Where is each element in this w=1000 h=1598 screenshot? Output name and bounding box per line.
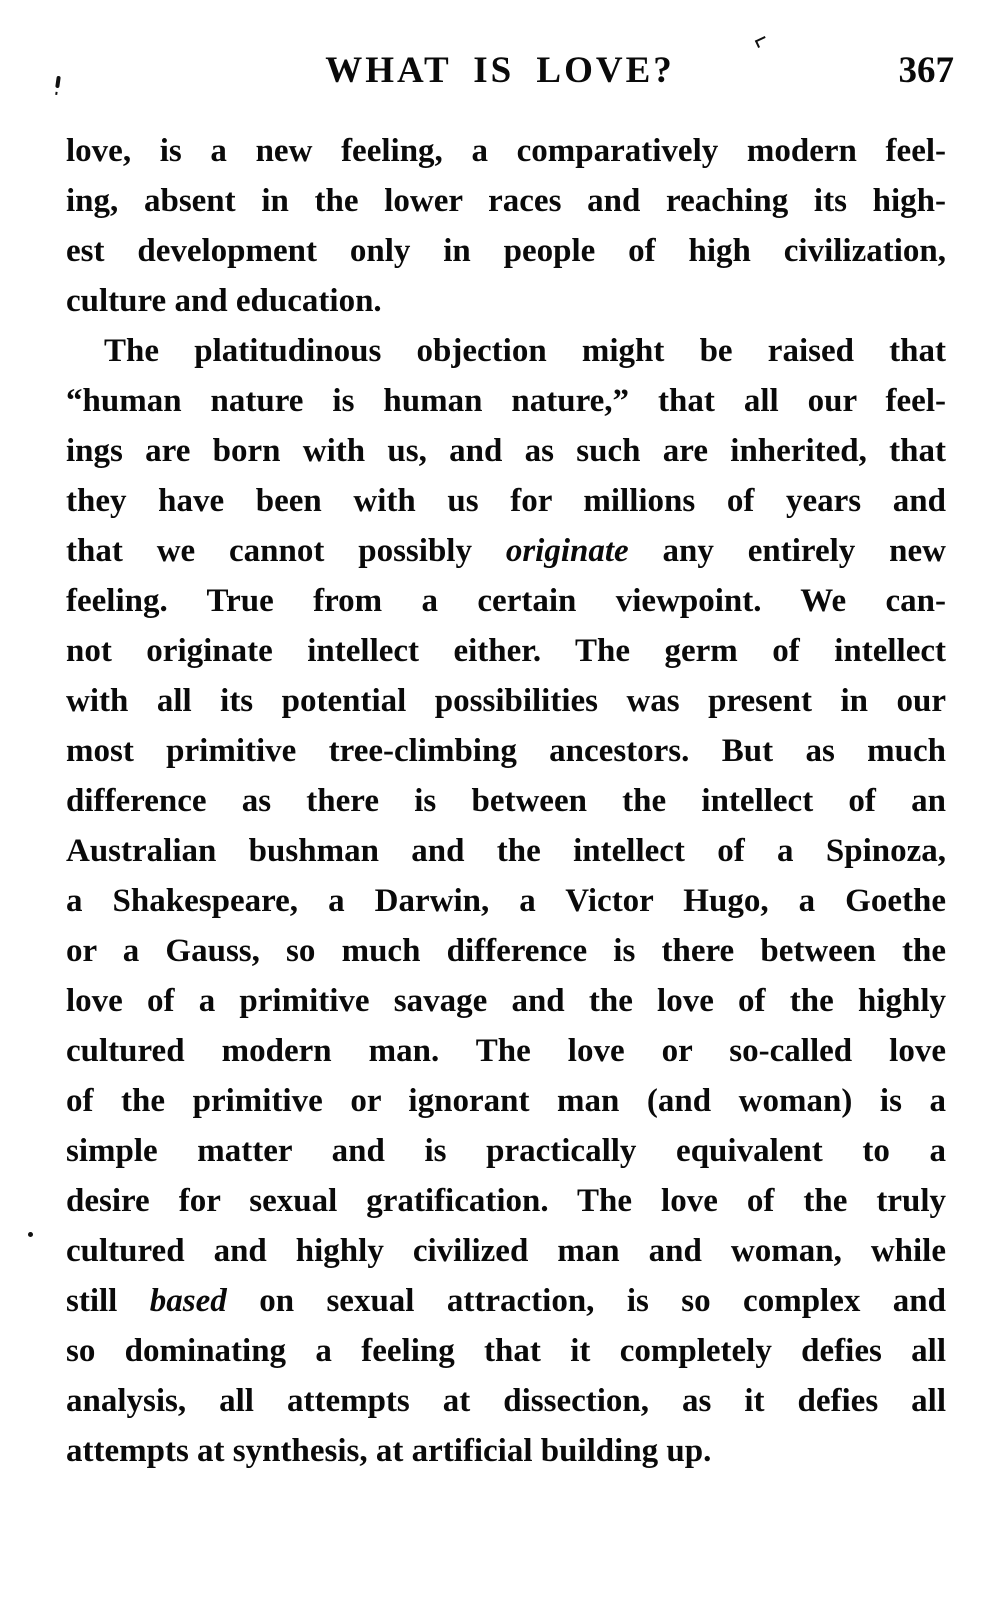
text-line: of the primitive or ignorant man (and woman) is a	[66, 1083, 946, 1119]
text-line: attempts at synthesis, at artificial building up.	[66, 1433, 712, 1469]
text-line: analysis, all attempts at dissection, as it defies all	[66, 1383, 946, 1419]
text-line: ings are born with us, and as such are inherited, that	[66, 433, 946, 469]
text-segment: that we cannot possibly	[66, 533, 506, 569]
text-line: desire for sexual gratification. The love of the truly	[66, 1183, 946, 1219]
text-line: love, is a new feeling, a comparatively modern feel-	[66, 133, 946, 169]
text-line: they have been with us for millions of years and	[66, 483, 946, 519]
text-segment: any entirely new	[628, 533, 946, 569]
text-line: not originate intellect either. The germ of intellect	[66, 633, 946, 669]
running-header	[0, 48, 1000, 94]
italic-word: based	[149, 1283, 227, 1319]
scan-artifact	[755, 36, 768, 48]
chapter-title: WHAT IS LOVE?	[325, 50, 675, 91]
text-line: with all its potential possibilities was present in our	[66, 683, 946, 719]
body-text	[66, 126, 946, 1476]
text-line	[66, 526, 946, 576]
text-line	[66, 1276, 946, 1326]
text-line: difference as there is between the intellect of an	[66, 783, 946, 819]
text-line: a Shakespeare, a Darwin, a Victor Hugo, a Goethe	[66, 883, 946, 919]
italic-word: originate	[505, 533, 629, 569]
text-line: feeling. True from a certain viewpoint. We can-	[66, 583, 946, 619]
text-line: so dominating a feeling that it completely defies all	[66, 1333, 946, 1369]
text-line: or a Gauss, so much difference is there between the	[66, 933, 946, 969]
text-line: most primitive tree-climbing ancestors. But as much	[66, 733, 946, 769]
scan-artifact	[28, 1232, 33, 1237]
text-line: culture and education.	[66, 283, 382, 319]
text-line: est development only in people of high civilization,	[66, 233, 946, 269]
text-line: The platitudinous objection might be raised that	[104, 333, 946, 369]
text-segment: on sexual attraction, is so complex and	[226, 1283, 946, 1319]
text-line: love of a primitive savage and the love of the highly	[66, 983, 946, 1019]
text-line: simple matter and is practically equivalent to a	[66, 1133, 946, 1169]
text-segment: still	[66, 1283, 150, 1319]
page-number: 367	[898, 50, 954, 91]
text-line: cultured modern man. The love or so-called love	[66, 1033, 946, 1069]
text-line: Australian bushman and the intellect of a Spinoza,	[66, 833, 946, 869]
text-line: ing, absent in the lower races and reaching its high-	[66, 183, 946, 219]
text-line: “human nature is human nature,” that all our feel-	[66, 383, 946, 419]
text-line: cultured and highly civilized man and woman, while	[66, 1233, 946, 1269]
